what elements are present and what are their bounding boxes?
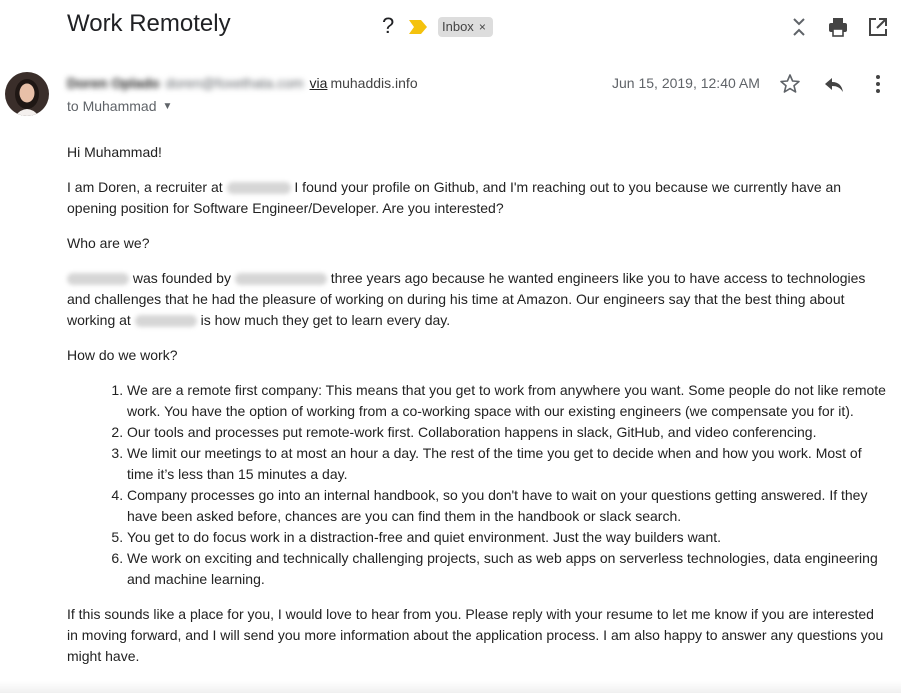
intro-text-b: I found your profile on Github, and I'm reaching out to you because we currently have an opening position for Software Engineer/Developer. Are you interested?	[67, 179, 842, 216]
remove-label-icon[interactable]: ×	[478, 20, 486, 34]
redacted-founder-name	[235, 273, 327, 285]
recipients-line[interactable]	[67, 98, 172, 114]
sender-line	[67, 75, 418, 91]
about-text-a: was founded by	[129, 270, 235, 286]
print-icon[interactable]	[827, 16, 849, 38]
closing-paragraph: If this sounds like a place for you, I would love to hear from you. Please reply with your resume to let me know if you are interested in moving forward, and I will send you more information about the application process. I am also happy to answer any questions you might have.	[67, 606, 884, 664]
subject-row	[0, 0, 901, 56]
list-item: 6. We work on exciting and technically challenging projects, such as web apps on serverless technologies, data engineering and machine learning.	[127, 548, 887, 590]
caret-down-icon[interactable]: ▼	[162, 101, 173, 112]
recipients-text: to Muhammad	[67, 98, 157, 114]
important-marker-icon[interactable]	[408, 19, 428, 35]
message-date: Jun 15, 2019, 12:40 AM	[612, 75, 760, 91]
email-subject: Work Remotely	[67, 10, 231, 37]
via-link[interactable]: via	[309, 75, 328, 91]
sender-avatar[interactable]	[5, 72, 49, 116]
sender-name[interactable]: Doren Oplado	[67, 75, 160, 91]
about-paragraph	[67, 268, 887, 331]
list-item: 1. We are a remote first company: This means that you get to work from anywhere you want. Some people do not like remote work. You have the option of working from a co-working space with our existing engineers (we compensate you for it).	[127, 380, 887, 422]
greeting: Hi Muhammad!	[67, 144, 162, 160]
sender-email: doren@foxethata.com	[165, 75, 304, 91]
list-item: 3. We limit our meetings to at most an hour a day. The rest of the time you get to decide when and how you work. Most of time it’s less than 15 minutes a day.	[127, 443, 887, 485]
help-glyph[interactable]: ?	[382, 13, 395, 38]
email-body	[67, 142, 887, 681]
inbox-label-chip[interactable]	[438, 17, 493, 37]
redacted-company-name	[67, 273, 129, 285]
more-options-icon[interactable]	[867, 73, 889, 95]
about-text-b: three years ago because he wanted engineers like you to have access to technologies and challenges that he had the pleasure of working on during his time at Amazon. Our engineers say that the best thing about working at	[67, 270, 866, 328]
how-we-work-list	[67, 380, 887, 590]
inbox-label-text: Inbox	[442, 19, 474, 34]
open-in-new-window-icon[interactable]	[867, 16, 889, 38]
via-domain: muhaddis.info	[330, 75, 418, 91]
expand-collapse-icon[interactable]	[788, 16, 810, 38]
question-who: Who are we?	[67, 235, 150, 251]
star-icon[interactable]	[779, 73, 801, 95]
list-item: 2. Our tools and processes put remote-work first. Collaboration happens in slack, GitHub, and video conferencing.	[127, 422, 887, 443]
question-how: How do we work?	[67, 347, 178, 363]
intro-paragraph	[67, 177, 887, 219]
redacted-company-name	[135, 315, 197, 327]
bottom-fade	[0, 681, 901, 693]
list-item: 4. Company processes go into an internal handbook, so you don't have to wait on your questions getting answered. If they have been asked before, chances are you can find them in the handbook or slack search.	[127, 485, 887, 527]
about-text-c: is how much they get to learn every day.	[196, 312, 451, 328]
intro-text-a: I am Doren, a recruiter at	[67, 179, 223, 195]
redacted-company-name	[227, 182, 291, 194]
reply-icon[interactable]	[823, 73, 845, 95]
list-item: 5. You get to do focus work in a distraction-free and quiet environment. Just the way builders want.	[127, 527, 887, 548]
